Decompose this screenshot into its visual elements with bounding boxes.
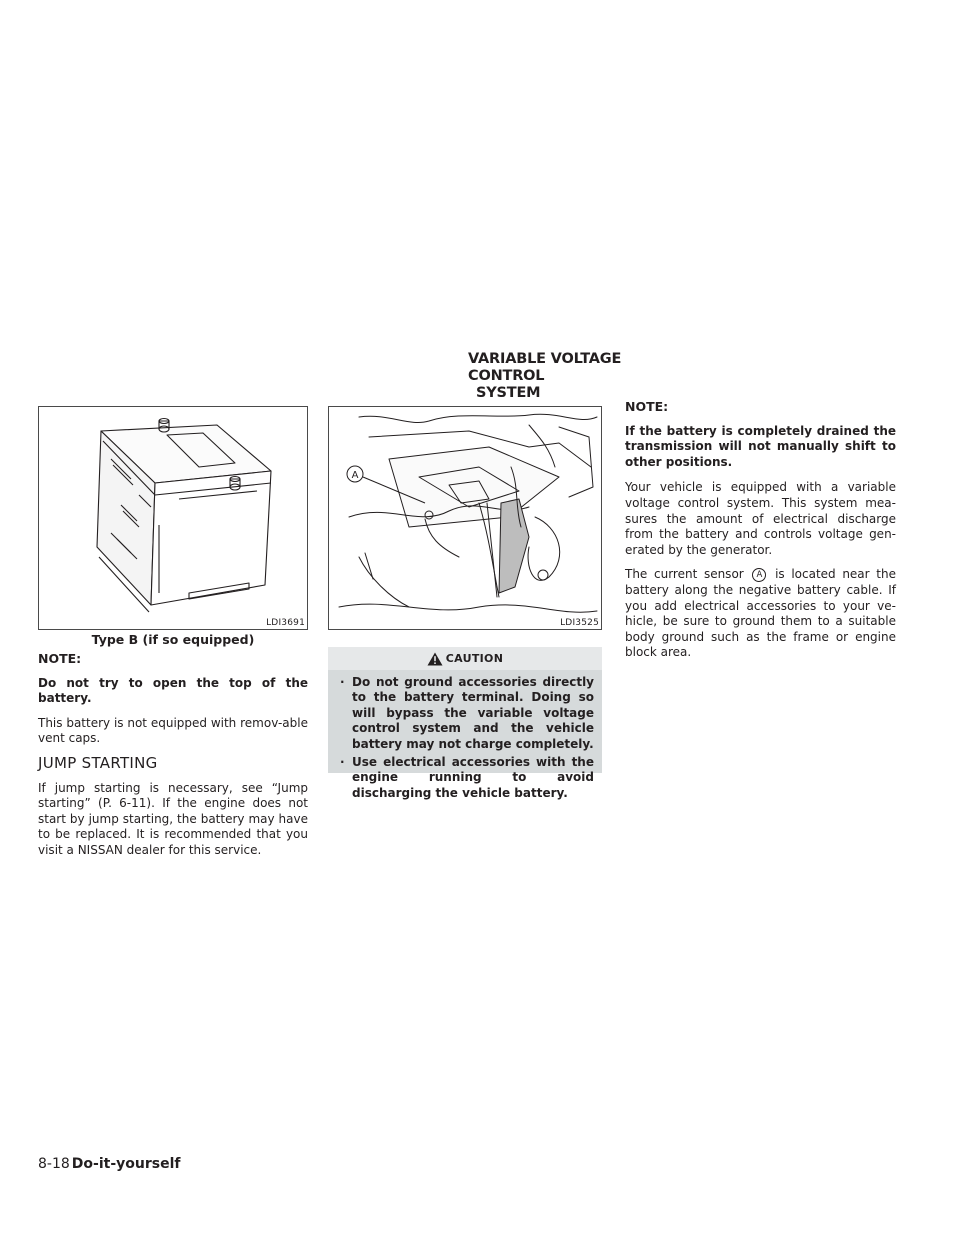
section-title xyxy=(468,351,668,402)
sensor-text-end: is located near the battery along the negative battery cable. If you add electrical accessories to your ve-hicle, be sure to ground them to a suitable body ground such as the frame or engine block area. xyxy=(625,567,896,660)
section-title-line2: SYSTEM xyxy=(476,385,541,401)
vvcs-description: Your vehicle is equipped with a variable voltage control system. This system mea-sures the amount of electrical discharge from the battery and controls voltage gen-erated by the generator. xyxy=(625,480,896,557)
section-title-line1: VARIABLE VOLTAGE CONTROL xyxy=(468,351,622,384)
figure-callout-a: A xyxy=(351,470,359,481)
page-number: 8-18 xyxy=(38,1156,70,1172)
caution-title: CAUTION xyxy=(445,652,504,665)
warning-triangle-icon xyxy=(427,652,443,666)
jump-starting-text: If jump starting is necessary, see “Jump starting” (P. 6-11). If the engine does not start by jump starting, the battery may have to be replaced. It is recommended that you visit a NISSAN dealer for this service. xyxy=(38,780,308,857)
callout-a-marker: A xyxy=(752,568,766,582)
battery-figure xyxy=(38,406,308,630)
caution-item: · Use electrical accessories with the engine running to avoid discharging the vehicle battery. xyxy=(342,755,594,801)
right-column xyxy=(625,399,896,670)
note-warning: If the battery is completely drained the transmission will not manually shift to other positions. xyxy=(625,423,896,469)
note-heading: NOTE: xyxy=(625,399,669,414)
sensor-text-start: The current sensor xyxy=(625,567,744,582)
left-column xyxy=(38,651,308,868)
engine-bay-figure xyxy=(328,406,602,630)
note-warning: Do not try to open the top of the battery. xyxy=(38,675,308,706)
battery-illustration xyxy=(39,407,307,629)
caution-list xyxy=(328,670,602,801)
caution-header xyxy=(328,647,602,670)
engine-bay-illustration xyxy=(329,407,601,629)
chapter-name: Do-it-yourself xyxy=(71,1156,181,1172)
current-sensor-text xyxy=(625,567,896,661)
caution-item: · Do not ground accessories directly to the battery terminal. Doing so will bypass the variable voltage control system and the vehicle battery may not charge completely. xyxy=(342,675,594,752)
page-footer xyxy=(38,1156,180,1172)
caution-box xyxy=(328,647,602,800)
figure-caption: Type B (if so equipped) xyxy=(91,632,255,647)
figure-code: LDI3525 xyxy=(560,618,599,628)
note-text: This battery is not equipped with remov-able vent caps. xyxy=(38,715,308,746)
jump-starting-heading: JUMP STARTING xyxy=(38,753,158,772)
figure-code: LDI3691 xyxy=(266,618,305,628)
note-heading: NOTE: xyxy=(38,651,82,666)
